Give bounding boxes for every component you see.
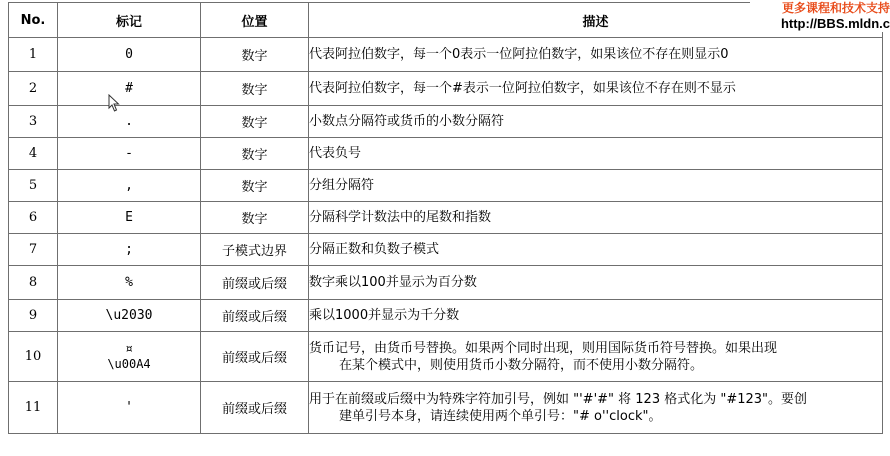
row-description xyxy=(309,72,883,106)
table-body xyxy=(9,38,883,434)
header-no: No. xyxy=(9,3,58,38)
description-line: 代表阿拉伯数字，每一个#表示一位阿拉伯数字，如果该位不存在则不显示 xyxy=(309,81,736,96)
row-description xyxy=(309,170,883,202)
row-number: 11 xyxy=(9,382,58,434)
row-mark xyxy=(58,106,201,138)
row-description xyxy=(309,332,883,382)
mark-text: ¤ xyxy=(125,341,133,357)
row-number: 2 xyxy=(9,72,58,106)
row-mark xyxy=(58,234,201,266)
row-description xyxy=(309,202,883,234)
row-position: 子模式边界 xyxy=(201,234,309,266)
mark-text: ; xyxy=(125,242,133,257)
row-position: 前缀或后缀 xyxy=(201,266,309,300)
row-position: 前缀或后缀 xyxy=(201,382,309,434)
row-mark xyxy=(58,72,201,106)
description-line: 分组分隔符 xyxy=(309,178,375,193)
row-position: 数字 xyxy=(201,38,309,72)
row-position: 数字 xyxy=(201,72,309,106)
table-row xyxy=(9,266,883,300)
watermark xyxy=(750,0,890,32)
row-description xyxy=(309,300,883,332)
row-description xyxy=(309,234,883,266)
row-position: 数字 xyxy=(201,106,309,138)
row-mark xyxy=(58,170,201,202)
row-description xyxy=(309,266,883,300)
description-line: 乘以1000并显示为千分数 xyxy=(309,308,460,323)
description-line: 在某个模式中，则使用货币小数分隔符，而不使用小数分隔符。 xyxy=(339,357,704,373)
mark-text: ' xyxy=(125,400,133,415)
row-number: 8 xyxy=(9,266,58,300)
mark-text: 0 xyxy=(125,47,133,62)
row-description xyxy=(309,382,883,434)
row-number: 3 xyxy=(9,106,58,138)
table-row xyxy=(9,202,883,234)
row-number: 10 xyxy=(9,332,58,382)
description-line: 数字乘以100并显示为百分数 xyxy=(309,275,477,290)
row-position: 前缀或后缀 xyxy=(201,300,309,332)
header-position: 位置 xyxy=(201,3,309,38)
row-number: 1 xyxy=(9,38,58,72)
description-line: 代表阿拉伯数字，每一个0表示一位阿拉伯数字，如果该位不存在则显示0 xyxy=(309,47,729,62)
row-mark xyxy=(58,382,201,434)
table-row xyxy=(9,332,883,382)
description-line: 分隔科学计数法中的尾数和指数 xyxy=(309,210,492,225)
row-position: 数字 xyxy=(201,138,309,170)
row-mark xyxy=(58,202,201,234)
table-row xyxy=(9,300,883,332)
table-row xyxy=(9,234,883,266)
description-line: 小数点分隔符或货币的小数分隔符 xyxy=(309,114,505,129)
watermark-line2: http://BBS.mldn.c xyxy=(780,16,890,31)
mark-text: # xyxy=(125,81,133,96)
header-mark: 标记 xyxy=(58,3,201,38)
mark-text: , xyxy=(125,178,133,193)
row-mark xyxy=(58,138,201,170)
header-description: 描述 xyxy=(309,3,883,38)
mark-text: \u00A4 xyxy=(107,356,151,371)
mouse-pointer-icon xyxy=(108,94,120,112)
description-line: 代表负号 xyxy=(309,146,362,161)
row-number: 9 xyxy=(9,300,58,332)
mark-text: - xyxy=(125,146,133,161)
mark-text: E xyxy=(125,210,133,225)
table-row xyxy=(9,382,883,434)
row-position: 前缀或后缀 xyxy=(201,332,309,382)
table-row xyxy=(9,138,883,170)
description-line: 货币记号，由货币号替换。如果两个同时出现，则用国际货币符号替换。如果出现 xyxy=(309,340,778,356)
row-description xyxy=(309,106,883,138)
description-line: 用于在前缀或后缀中为特殊字符加引号，例如 "'#'#" 将 123 格式化为 "#123"。要创 xyxy=(309,391,808,407)
row-mark xyxy=(58,332,201,382)
row-description xyxy=(309,38,883,72)
table-row xyxy=(9,170,883,202)
watermark-line1: 更多课程和技术支持 xyxy=(781,1,890,15)
mark-text: % xyxy=(125,275,133,290)
description-line: 建单引号本身，请连续使用两个单引号："# o''clock"。 xyxy=(339,408,662,424)
row-number: 5 xyxy=(9,170,58,202)
table-row xyxy=(9,106,883,138)
row-mark xyxy=(58,300,201,332)
row-description xyxy=(309,138,883,170)
row-position: 数字 xyxy=(201,170,309,202)
row-position: 数字 xyxy=(201,202,309,234)
description-line: 分隔正数和负数子模式 xyxy=(309,242,440,257)
table-row xyxy=(9,38,883,72)
row-mark xyxy=(58,266,201,300)
row-number: 7 xyxy=(9,234,58,266)
row-number: 4 xyxy=(9,138,58,170)
mark-text: \u2030 xyxy=(105,308,153,323)
row-number: 6 xyxy=(9,202,58,234)
format-symbols-table xyxy=(8,2,883,434)
table-row xyxy=(9,72,883,106)
row-mark xyxy=(58,38,201,72)
mark-text: . xyxy=(125,114,133,129)
